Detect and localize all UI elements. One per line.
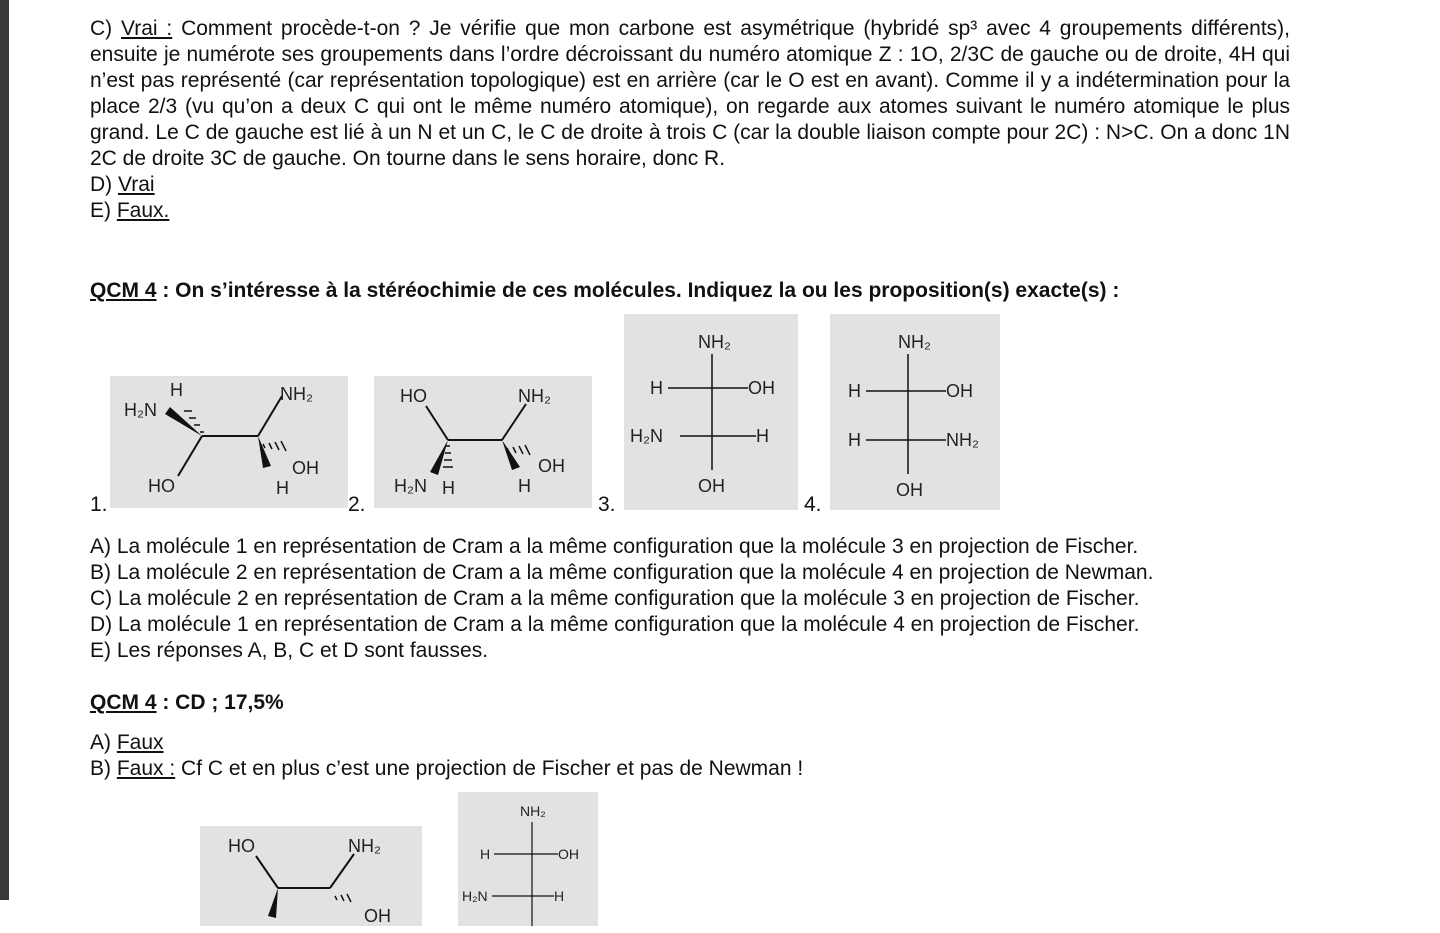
verdict-d: Vrai: [118, 173, 155, 196]
answer-molecule-cram: [200, 826, 422, 926]
option-e: E) Les réponses A, B, C et D sont fausses.: [90, 639, 489, 662]
ans-f-r1-left: H: [480, 846, 491, 862]
molecule-2-number: 2.: [348, 493, 366, 516]
answer-molecule-fischer-drawing: [458, 792, 598, 926]
molecule-1-cram: [110, 376, 348, 508]
answer-result: : CD ; 17,5%: [156, 691, 284, 714]
question-title: QCM 4 : On s’intéresse à la stéréochimie de ces molécules. Indiquez la ou les proposition(s) exacte(s) :: [90, 279, 1120, 302]
answer-title: [90, 690, 1290, 716]
molecule-1-drawing: [110, 376, 348, 508]
m2-ho: HO: [400, 386, 427, 406]
option-b: B) La molécule 2 en représentation de Cram a la même configuration que la molécule 4 en projection de Newman.: [90, 561, 1154, 584]
m4-bottom: OH: [896, 480, 923, 500]
answer-a: A) Faux: [90, 731, 164, 754]
option-c: C) La molécule 2 en représentation de Cram a la même configuration que la molécule 3 en projection de Fischer.: [90, 587, 1140, 610]
m1-nh2: NH₂: [280, 384, 313, 404]
m3-r1-left: H: [650, 378, 663, 398]
explanation-c: Comment procède-t-on ? Je vérifie que mon carbone est asymétrique (hybridé sp³ avec 4 groupements différents), ensuite je numérote ses groupements dans l’ordre décroissant du numéro atomique Z : 1O, 2/3C de gauche ou de droite, 4H qui n’est pas représenté (car représentation topologique) est en arrière (car le O est en avant). Comme il y a indétermination pour la place 2/3 (vu qu’on a deux C qui ont le même numéro atomique), on regarde aux atomes suivant le numéro atomique le plus grand. Le C de gauche est lié à un N et un C, le C de droite à trois C (car la double liaison compte pour 2C) : N>C. On a donc 1N 2C de droite 3C de gauche. On tourne dans le sens horaire, donc R.: [90, 17, 1291, 170]
molecule-3-drawing: [624, 314, 798, 510]
option-a: A) La molécule 1 en représentation de Cram a la même configuration que la molécule 3 en projection de Fischer.: [90, 535, 1139, 558]
verdict-e: Faux.: [116, 199, 170, 222]
ans-m-nh2: NH₂: [348, 836, 381, 856]
molecule-1-number: 1.: [90, 493, 108, 516]
ans-f-r2-right: H: [554, 888, 565, 904]
correction-c: C) Vrai : Comment procède-t-on ? Je vérifie que mon carbone est asymétrique (hybridé sp³ avec 4 groupements différents), ensuite je numérote ses groupements dans l’ordre décroissant du numéro atomique Z : 1O, 2/3C de gauche ou de droite, 4H qui n’est pas représenté (car représentation topologique) est en arrière (car le O est en avant). Comme il y a indétermination pour la place 2/3 (vu qu’on a deux C qui ont le même numéro atomique), on regarde aux atomes suivant le numéro atomique le plus grand. Le C de gauche est lié à un N et un C, le C de droite à trois C (car la double liaison compte pour 2C) : N>C. On a donc 1N 2C de droite 3C de gauche. On tourne dans le sens horaire, donc R.: [90, 17, 1291, 170]
answer-molecule-fischer: [458, 792, 598, 926]
ans-f-top: NH₂: [520, 803, 546, 819]
m1-ho: HO: [148, 476, 175, 496]
correction-d: D) Vrai: [90, 173, 155, 196]
molecule-3-number: 3.: [598, 493, 616, 516]
m1-h-bottom: H: [276, 478, 289, 498]
m2-h-hash: H: [442, 478, 455, 498]
molecule-2-cram: [374, 376, 592, 508]
answer-b-verdict: Faux :: [116, 757, 176, 780]
question-label: QCM 4: [90, 279, 157, 302]
ans-f-r1-right: OH: [558, 846, 579, 862]
m3-r1-right: OH: [748, 378, 775, 398]
window-edge: [0, 0, 9, 900]
m2-h-bottom: H: [518, 476, 531, 496]
m4-r1-left: H: [848, 381, 861, 401]
molecule-4-number: 4.: [804, 493, 822, 516]
document-page: [90, 16, 1291, 926]
answer-a-verdict: Faux: [116, 731, 164, 754]
molecules-row: [90, 314, 1290, 534]
ans-f-r2-left: H₂N: [462, 888, 488, 904]
m4-r1-right: OH: [946, 381, 973, 401]
ans-m-ho: HO: [228, 836, 255, 856]
m4-r2-left: H: [848, 430, 861, 450]
m1-h-top: H: [170, 380, 183, 400]
m3-bottom: OH: [698, 476, 725, 496]
correction-e: E) Faux.: [90, 199, 170, 222]
answer-molecules-row: [90, 792, 1290, 926]
verdict-c: Vrai :: [121, 17, 173, 40]
question-options: [90, 534, 1290, 664]
answer-b-text: Cf C et en plus c’est une projection de Fischer et pas de Newman !: [175, 757, 804, 780]
m3-top: NH₂: [698, 332, 731, 352]
option-d: D) La molécule 1 en représentation de Cram a la même configuration que la molécule 4 en projection de Fischer.: [90, 613, 1140, 636]
ans-m-oh: OH: [364, 906, 391, 926]
answer-molecule-cram-drawing: [200, 826, 422, 926]
answer-b: B) Faux : Cf C et en plus c’est une projection de Fischer et pas de Newman !: [90, 757, 804, 780]
m1-h2n: H₂N: [124, 400, 157, 420]
m1-oh: OH: [292, 458, 319, 478]
m2-h2n: H₂N: [394, 476, 427, 496]
molecule-2-drawing: [374, 376, 592, 508]
m3-r2-right: H: [756, 426, 769, 446]
m4-top: NH₂: [898, 332, 931, 352]
m4-r2-right: NH₂: [946, 430, 979, 450]
molecule-4-drawing: [830, 314, 1000, 510]
molecule-3-fischer: [624, 314, 798, 510]
m2-oh: OH: [538, 456, 565, 476]
m2-nh2: NH₂: [518, 386, 551, 406]
m3-r2-left: H₂N: [630, 426, 663, 446]
molecule-4-fischer: [830, 314, 1000, 510]
answer-label: QCM 4: [90, 691, 157, 714]
